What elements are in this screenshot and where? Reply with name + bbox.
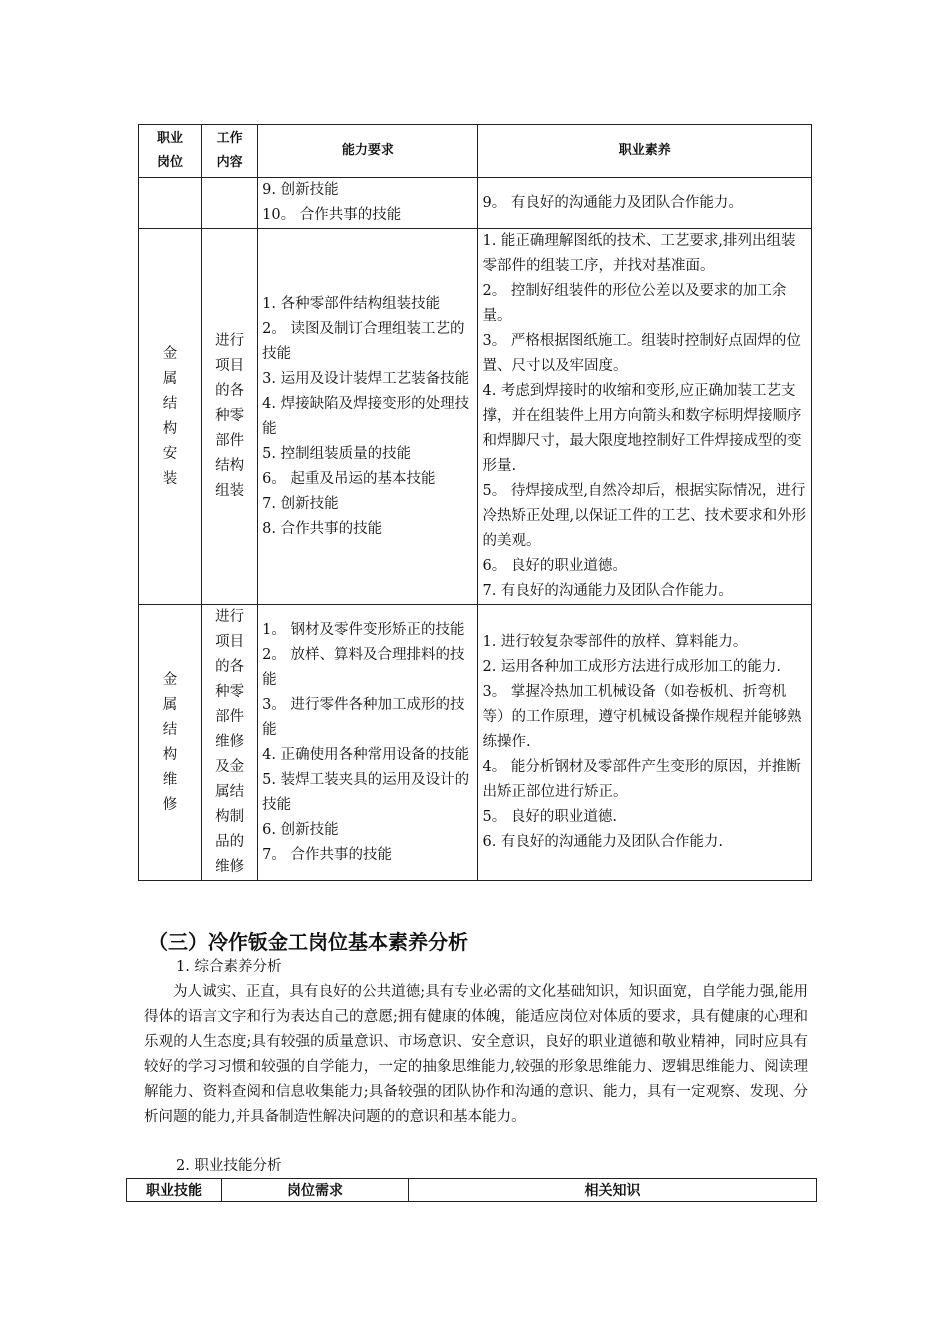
- cell-quality: 9。 有良好的沟通能力及团队合作能力。: [478, 178, 812, 229]
- cell-work: 进行 项目 的各 种零 部件 维修 及金 属结 构制 品的 维修: [202, 605, 258, 881]
- cell-work: [202, 178, 258, 229]
- cell-position: 金 属 结 构 安 装: [139, 229, 202, 605]
- header-ability: 能力要求: [258, 125, 478, 178]
- cell-ability: 1. 各种零部件结构组装技能 2。 读图及制订合理组装工艺的技能 3. 运用及设计装焊工艺装备技能 4. 焊接缺陷及焊接变形的处理技能 5. 控制组装质量的技能 6。 起重及吊运的基本技能 7. 创新技能 8. 合作共事的技能: [258, 229, 478, 605]
- cell-ability: 1。 钢材及零件变形矫正的技能 2。 放样、算料及合理排料的技能 3。 进行零件各种加工成形的技能 4. 正确使用各种常用设备的技能 5. 装焊工装夹具的运用及设计的技能 6. 创新技能 7。 合作共事的技能: [258, 605, 478, 881]
- cell-quality: 1. 能正确理解图纸的技术、工艺要求,排列出组装零部件的组装工序，并找对基准面。 2。 控制好组装件的形位公差以及要求的加工余量。 3。 严格根据图纸施工。组装时控制好点固焊的位置、尺寸以及牢固度。 4. 考虑到焊接时的收缩和变形,应正确加装工艺支撑，并在组装件上用方向箭头和数字标明焊接顺序和焊脚尺寸，最大限度地控制好工件焊接成型的变形量. 5。 待焊接成型,自然冷却后，根据实际情况，进行冷热矫正处理,以保证工件的工艺、技术要求和外形的美观。 6。 良好的职业道德。 7. 有良好的沟通能力及团队合作能力。: [478, 229, 812, 605]
- skills-analysis-table: [126, 1178, 817, 1202]
- table-row: [139, 229, 812, 605]
- table-header-row: [139, 125, 812, 178]
- header-quality: 职业素养: [478, 125, 812, 178]
- cell-ability: 9. 创新技能 10。 合作共事的技能: [258, 178, 478, 229]
- comprehensive-paragraph: 为人诚实、正直，具有良好的公共道德;具有专业必需的文化基础知识，知识面宽，自学能力强,能用得体的语言文字和行为表达自己的意愿;拥有健康的体魄，能适应岗位对体质的要求，具有健康的心理和乐观的人生态度;具有较强的质量意识、市场意识、安全意识，良好的职业道德和敬业精神，同时应具有较好的学习习惯和较强的自学能力，一定的抽象思维能力,较强的形象思维能力、逻辑思维能力、阅读理解能力、资料查阅和信息收集能力;具备较强的团队协作和沟通的意识、能力，具有一定观察、发现、分析问题的能力,并具备制造性解决问题的的意识和基本能力。: [144, 984, 808, 1125]
- header-skill: 职业技能: [127, 1179, 222, 1202]
- header-position: 职业 岗位: [139, 125, 202, 178]
- cell-position: 金 属 结 构 维 修: [139, 605, 202, 881]
- skills-quality-table: [138, 124, 812, 881]
- cell-position: [139, 178, 202, 229]
- subheading-comprehensive: 1. 综合素养分析: [176, 959, 282, 975]
- header-demand: 岗位需求: [222, 1179, 409, 1202]
- header-work-content: 工作 内容: [202, 125, 258, 178]
- cell-work: 进行 项目 的各 种零 部件 结构 组装: [202, 229, 258, 605]
- subheading-skills: 2. 职业技能分析: [176, 1158, 282, 1174]
- section-title: （三）冷作钣金工岗位基本素养分析: [148, 930, 468, 954]
- header-knowledge: 相关知识: [409, 1179, 817, 1202]
- table-row: [139, 605, 812, 881]
- cell-quality: 1. 进行较复杂零部件的放样、算料能力。 2. 运用各种加工成形方法进行成形加工的能力. 3。 掌握冷热加工机械设备（如卷板机、折弯机等）的工作原理，遵守机械设备操作规程并能够熟练操作. 4。 能分析钢材及零部件产生变形的原因，并推断出矫正部位进行矫正。 5。 良好的职业道德. 6. 有良好的沟通能力及团队合作能力.: [478, 605, 812, 881]
- table-row: [139, 178, 812, 229]
- table-header-row: [127, 1179, 817, 1202]
